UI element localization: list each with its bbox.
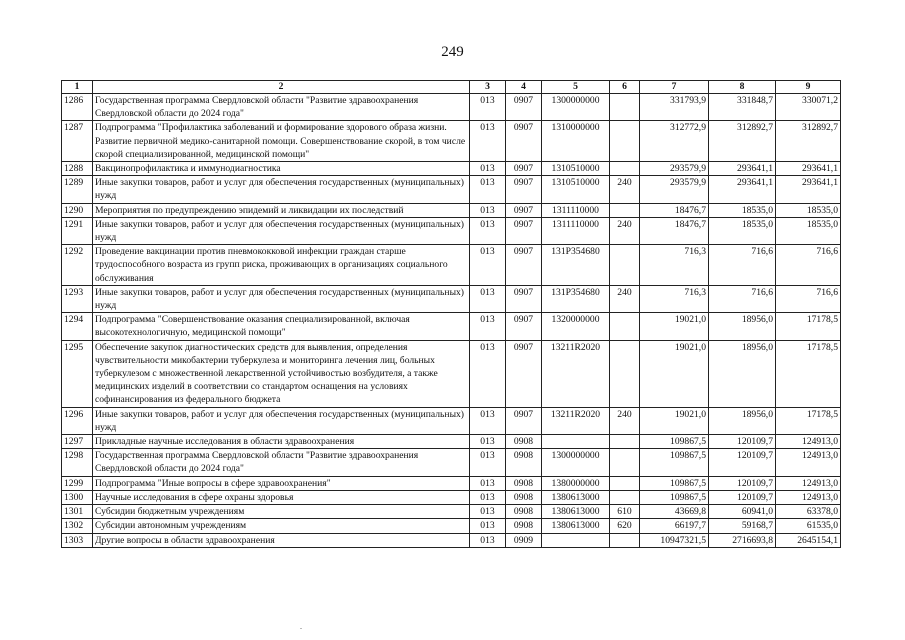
row-target-code: 1320000000 (542, 313, 610, 340)
row-value-3: 124913,0 (776, 476, 841, 490)
table-row (62, 340, 841, 407)
row-ministry-code: 013 (470, 407, 506, 434)
table-row (62, 285, 841, 312)
row-target-code (542, 533, 610, 547)
row-section-code: 0907 (506, 217, 542, 244)
row-name: Иные закупки товаров, работ и услуг для обеспечения государственных (муниципальных) нужд (93, 285, 470, 312)
table-row (62, 94, 841, 121)
row-name: Субсидии автономным учреждениям (93, 519, 470, 533)
table-row (62, 407, 841, 434)
row-name: Государственная программа Свердловской области "Развитие здравоохранения Свердловской области до 2024 года" (93, 94, 470, 121)
row-value-1: 19021,0 (640, 407, 709, 434)
row-target-code: 1380613000 (542, 490, 610, 504)
row-value-3: 124913,0 (776, 449, 841, 476)
row-value-1: 19021,0 (640, 313, 709, 340)
row-target-code: 1311110000 (542, 217, 610, 244)
row-value-3: 18535,0 (776, 217, 841, 244)
col-header-3: 3 (470, 81, 506, 94)
row-section-code: 0907 (506, 340, 542, 407)
row-number: 1289 (62, 176, 93, 203)
row-value-1: 10947321,5 (640, 533, 709, 547)
table-row (62, 490, 841, 504)
row-ministry-code: 013 (470, 476, 506, 490)
row-ministry-code: 013 (470, 340, 506, 407)
row-value-2: 59168,7 (709, 519, 776, 533)
table-row (62, 162, 841, 176)
row-name: Иные закупки товаров, работ и услуг для обеспечения государственных (муниципальных) нужд (93, 176, 470, 203)
row-section-code: 0907 (506, 245, 542, 286)
table-body (62, 94, 841, 548)
row-expense-kind (610, 340, 640, 407)
row-value-1: 109867,5 (640, 490, 709, 504)
row-expense-kind (610, 245, 640, 286)
row-value-3: 124913,0 (776, 490, 841, 504)
col-header-2: 2 (93, 81, 470, 94)
row-section-code: 0908 (506, 519, 542, 533)
table-row (62, 217, 841, 244)
row-expense-kind (610, 490, 640, 504)
row-name: Подпрограмма "Иные вопросы в сфере здравоохранения" (93, 476, 470, 490)
row-number: 1299 (62, 476, 93, 490)
row-value-2: 18956,0 (709, 340, 776, 407)
row-target-code: 1380613000 (542, 519, 610, 533)
row-section-code: 0907 (506, 176, 542, 203)
row-target-code: 13211R2020 (542, 407, 610, 434)
row-target-code: 1380613000 (542, 505, 610, 519)
col-header-1: 1 (62, 81, 93, 94)
row-ministry-code: 013 (470, 94, 506, 121)
row-number: 1297 (62, 435, 93, 449)
row-value-1: 109867,5 (640, 449, 709, 476)
row-name: Научные исследования в сфере охраны здоровья (93, 490, 470, 504)
row-value-2: 293641,1 (709, 176, 776, 203)
row-number: 1298 (62, 449, 93, 476)
row-value-3: 330071,2 (776, 94, 841, 121)
row-expense-kind (610, 313, 640, 340)
row-value-2: 120109,7 (709, 476, 776, 490)
row-expense-kind: 240 (610, 217, 640, 244)
row-value-2: 293641,1 (709, 162, 776, 176)
row-target-code: 1311110000 (542, 203, 610, 217)
row-expense-kind: 620 (610, 519, 640, 533)
row-value-1: 19021,0 (640, 340, 709, 407)
row-number: 1292 (62, 245, 93, 286)
row-name: Прикладные научные исследования в области здравоохранения (93, 435, 470, 449)
row-target-code (542, 435, 610, 449)
row-section-code: 0907 (506, 94, 542, 121)
row-name: Иные закупки товаров, работ и услуг для обеспечения государственных (муниципальных) нужд (93, 407, 470, 434)
row-name: Субсидии бюджетным учреждениям (93, 505, 470, 519)
table-row (62, 519, 841, 533)
row-ministry-code: 013 (470, 176, 506, 203)
row-value-3: 716,6 (776, 245, 841, 286)
row-expense-kind: 240 (610, 285, 640, 312)
row-number: 1296 (62, 407, 93, 434)
row-number: 1300 (62, 490, 93, 504)
row-expense-kind (610, 435, 640, 449)
page-number: 249 (441, 44, 464, 60)
row-value-1: 18476,7 (640, 217, 709, 244)
row-value-1: 716,3 (640, 245, 709, 286)
row-ministry-code: 013 (470, 519, 506, 533)
row-value-1: 293579,9 (640, 162, 709, 176)
row-number: 1287 (62, 121, 93, 162)
row-section-code: 0908 (506, 449, 542, 476)
row-value-2: 716,6 (709, 285, 776, 312)
row-expense-kind (610, 94, 640, 121)
row-value-1: 716,3 (640, 285, 709, 312)
row-number: 1288 (62, 162, 93, 176)
row-number: 1294 (62, 313, 93, 340)
row-name: Подпрограмма "Совершенствование оказания специализированной, включая высокотехнологичную, медицинской помощи" (93, 313, 470, 340)
row-value-2: 331848,7 (709, 94, 776, 121)
col-header-4: 4 (506, 81, 542, 94)
row-number: 1303 (62, 533, 93, 547)
header-row (62, 81, 841, 94)
row-value-2: 120109,7 (709, 449, 776, 476)
row-expense-kind (610, 203, 640, 217)
row-target-code: 13211R2020 (542, 340, 610, 407)
row-value-1: 18476,7 (640, 203, 709, 217)
row-target-code: 1310510000 (542, 162, 610, 176)
row-ministry-code: 013 (470, 435, 506, 449)
row-expense-kind (610, 449, 640, 476)
row-number: 1291 (62, 217, 93, 244)
row-section-code: 0907 (506, 313, 542, 340)
row-ministry-code: 013 (470, 449, 506, 476)
row-expense-kind (610, 533, 640, 547)
row-name: Обеспечение закупок диагностических средств для выявления, определения чувствительности микобактерии туберкулеза и мониторинга лечения лиц, больных туберкулезом с множественной лекарственной устойчивостью возбудителя, а также медицинских изделий в соответствии со стандартом оснащения на условиях софинансирования из федерального бюджета (93, 340, 470, 407)
row-expense-kind (610, 476, 640, 490)
row-expense-kind (610, 162, 640, 176)
row-ministry-code: 013 (470, 533, 506, 547)
row-value-2: 312892,7 (709, 121, 776, 162)
row-target-code: 1300000000 (542, 94, 610, 121)
row-value-2: 60941,0 (709, 505, 776, 519)
row-value-2: 18956,0 (709, 407, 776, 434)
row-section-code: 0908 (506, 476, 542, 490)
col-header-6: 6 (610, 81, 640, 94)
row-value-3: 312892,7 (776, 121, 841, 162)
row-ministry-code: 013 (470, 285, 506, 312)
table-row (62, 245, 841, 286)
row-number: 1302 (62, 519, 93, 533)
row-ministry-code: 013 (470, 505, 506, 519)
row-value-3: 18535,0 (776, 203, 841, 217)
row-value-3: 716,6 (776, 285, 841, 312)
row-target-code: 1310510000 (542, 176, 610, 203)
row-name: Подпрограмма "Профилактика заболеваний и формирование здорового образа жизни. Развитие первичной медико-санитарной помощи. Совершенствование скорой, в том числе скорой специализированной, медицинской помощи" (93, 121, 470, 162)
row-value-1: 66197,7 (640, 519, 709, 533)
table-row (62, 313, 841, 340)
row-target-code: 131P354680 (542, 245, 610, 286)
row-section-code: 0908 (506, 490, 542, 504)
row-name: Мероприятия по предупреждению эпидемий и ликвидации их последствий (93, 203, 470, 217)
row-name: Государственная программа Свердловской области "Развитие здравоохранения Свердловской области до 2024 года" (93, 449, 470, 476)
row-target-code: 131P354680 (542, 285, 610, 312)
col-header-7: 7 (640, 81, 709, 94)
row-ministry-code: 013 (470, 245, 506, 286)
col-header-9: 9 (776, 81, 841, 94)
table-row (62, 533, 841, 547)
row-value-1: 43669,8 (640, 505, 709, 519)
row-value-3: 2645154,1 (776, 533, 841, 547)
row-value-2: 716,6 (709, 245, 776, 286)
row-value-1: 293579,9 (640, 176, 709, 203)
row-section-code: 0907 (506, 121, 542, 162)
row-expense-kind (610, 121, 640, 162)
row-value-3: 63378,0 (776, 505, 841, 519)
row-ministry-code: 013 (470, 121, 506, 162)
row-value-2: 18535,0 (709, 203, 776, 217)
row-section-code: 0908 (506, 505, 542, 519)
row-value-3: 293641,1 (776, 176, 841, 203)
budget-table (61, 80, 841, 548)
row-section-code: 0909 (506, 533, 542, 547)
table-row (62, 435, 841, 449)
scan-artifact (300, 628, 302, 629)
row-number: 1290 (62, 203, 93, 217)
table-row (62, 121, 841, 162)
table-row (62, 476, 841, 490)
row-value-1: 331793,9 (640, 94, 709, 121)
row-expense-kind: 240 (610, 407, 640, 434)
row-number: 1286 (62, 94, 93, 121)
row-number: 1301 (62, 505, 93, 519)
col-header-5: 5 (542, 81, 610, 94)
row-value-3: 61535,0 (776, 519, 841, 533)
row-value-2: 2716693,8 (709, 533, 776, 547)
row-number: 1293 (62, 285, 93, 312)
row-section-code: 0907 (506, 285, 542, 312)
row-expense-kind: 240 (610, 176, 640, 203)
row-ministry-code: 013 (470, 490, 506, 504)
row-section-code: 0907 (506, 203, 542, 217)
table-row (62, 176, 841, 203)
row-name: Иные закупки товаров, работ и услуг для обеспечения государственных (муниципальных) нужд (93, 217, 470, 244)
row-ministry-code: 013 (470, 217, 506, 244)
row-name: Другие вопросы в области здравоохранения (93, 533, 470, 547)
row-value-3: 17178,5 (776, 407, 841, 434)
row-value-3: 124913,0 (776, 435, 841, 449)
row-number: 1295 (62, 340, 93, 407)
row-value-3: 17178,5 (776, 313, 841, 340)
row-value-1: 109867,5 (640, 435, 709, 449)
row-target-code: 1300000000 (542, 449, 610, 476)
row-target-code: 1310000000 (542, 121, 610, 162)
row-ministry-code: 013 (470, 313, 506, 340)
row-value-2: 18535,0 (709, 217, 776, 244)
row-value-3: 293641,1 (776, 162, 841, 176)
row-name: Проведение вакцинации против пневмококковой инфекции граждан старше трудоспособного возраста из групп риска, проживающих в организациях социального обслуживания (93, 245, 470, 286)
row-value-2: 120109,7 (709, 435, 776, 449)
row-name: Вакцинопрофилактика и иммунодиагностика (93, 162, 470, 176)
row-ministry-code: 013 (470, 203, 506, 217)
row-section-code: 0907 (506, 162, 542, 176)
table-row (62, 449, 841, 476)
table-row (62, 505, 841, 519)
row-ministry-code: 013 (470, 162, 506, 176)
table-row (62, 203, 841, 217)
row-target-code: 1380000000 (542, 476, 610, 490)
row-expense-kind: 610 (610, 505, 640, 519)
row-value-1: 312772,9 (640, 121, 709, 162)
row-value-2: 120109,7 (709, 490, 776, 504)
col-header-8: 8 (709, 81, 776, 94)
row-value-1: 109867,5 (640, 476, 709, 490)
row-section-code: 0908 (506, 435, 542, 449)
row-section-code: 0907 (506, 407, 542, 434)
row-value-2: 18956,0 (709, 313, 776, 340)
row-value-3: 17178,5 (776, 340, 841, 407)
